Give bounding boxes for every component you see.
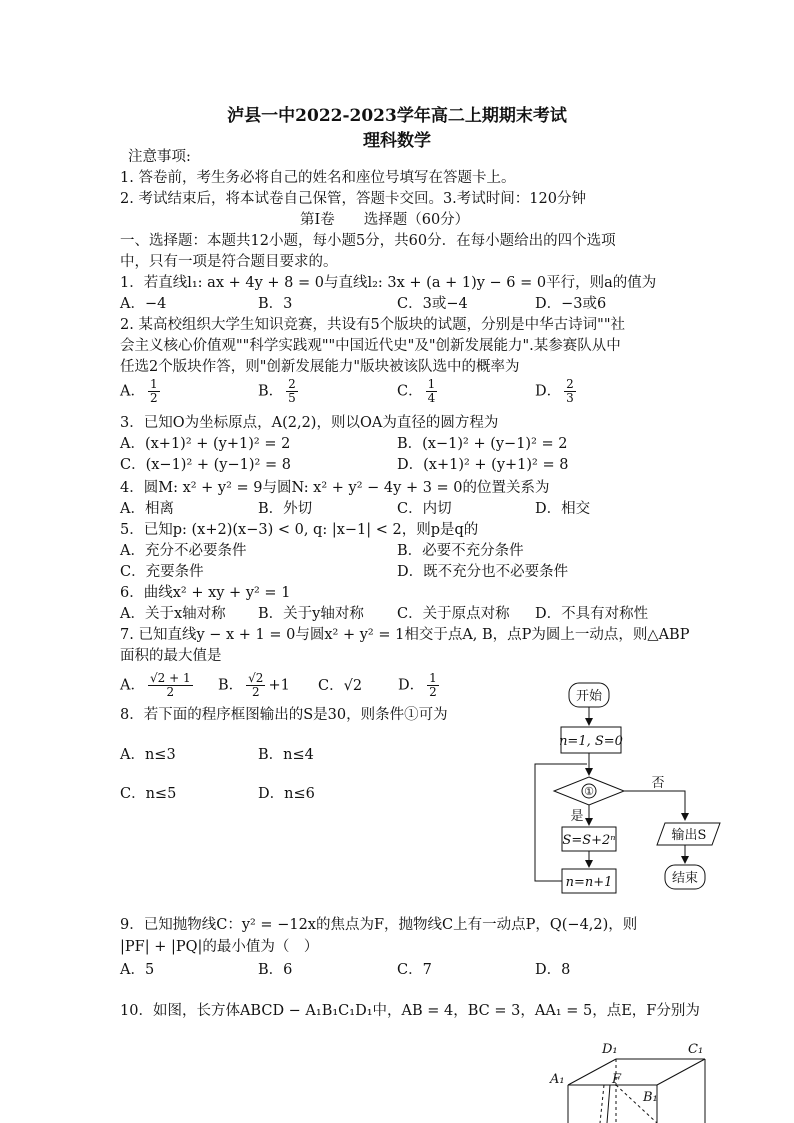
note-2: 2. 考试结束后，将本试卷自己保管，答题卡交回。3.考试时间：120分钟	[120, 191, 586, 207]
q4-option-c: C．内切	[397, 501, 452, 517]
flow-yes-label: 是	[570, 809, 584, 824]
q1-option-d: D．−3或6	[535, 296, 607, 312]
q7-option-b: B． $\frac{√2}{2}$ +1	[218, 671, 290, 699]
q5-stem: 5．已知p: (x+2)(x−3) < 0, q: |x−1| < 2，则p是q的	[120, 522, 479, 538]
flowchart-diagram	[525, 680, 730, 910]
note-1: 1. 答卷前，考生务必将自己的姓名和座位号填写在答题卡上。	[120, 170, 516, 186]
q4-option-d: D．相交	[535, 501, 591, 517]
q5-option-d: D．既不充分也不必要条件	[397, 564, 569, 580]
q7-line1: 7. 已知直线y − x + 1 = 0与圆x² + y² = 1相交于点A, B，点P为圆上一动点，则△ABP	[120, 627, 690, 643]
section-intro-line1: 一、选择题：本题共12小题，每小题5分，共60分．在每小题给出的四个选项	[120, 233, 616, 249]
q4-option-b: B．外切	[258, 501, 313, 517]
q9-option-a: A．5	[120, 962, 155, 978]
q5-option-a: A．充分不必要条件	[120, 543, 247, 559]
q2-line1: 2. 某高校组织大学生知识竞赛，共设有5个版块的试题，分别是中华古诗词""社	[120, 317, 626, 333]
flow-no-label: 否	[651, 776, 665, 791]
q6-option-b: B．关于y轴对称	[258, 606, 364, 622]
q7-option-c: C．√2	[318, 678, 363, 694]
q9-line1: 9．已知抛物线C：y² = −12x的焦点为F，抛物线C上有一动点P，Q(−4,2)，则	[120, 917, 638, 933]
exam-subtitle: 理科数学	[363, 131, 431, 151]
q5-option-b: B．必要不充分条件	[397, 543, 524, 559]
q10-stem: 10．如图，长方体ABCD − A₁B₁C₁D₁中，AB = 4，BC = 3，AA₁ = 5，点E，F分别为	[120, 1003, 700, 1019]
flow-end-label: 结束	[671, 871, 699, 886]
q1-option-a: A．−4	[120, 296, 167, 312]
q2-line2: 会主义核心价值观""科学实践观""中国近代史"及"创新发展能力".某参赛队从中	[120, 338, 621, 354]
q2-option-a: A． $\frac{1}{2}$	[120, 377, 158, 405]
q8-option-c: C．n≤5	[120, 786, 177, 802]
flow-init-label: n=1, S=0	[559, 734, 623, 749]
cuboid-label-a1: A₁	[550, 1072, 565, 1087]
q5-option-c: C．充要条件	[120, 564, 204, 580]
q6-option-d: D．不具有对称性	[535, 606, 649, 622]
flow-condition-label: ①	[584, 785, 594, 798]
cuboid-label-d1: D₁	[602, 1042, 618, 1057]
q1-stem: 1．若直线l₁: ax + 4y + 8 = 0与直线l₂: 3x + (a + 1)y − 6 = 0平行，则a的值为	[120, 275, 657, 291]
notes-heading: 注意事项:	[128, 149, 191, 165]
flow-update-n-label: n=n+1	[565, 875, 613, 890]
q7-line2: 面积的最大值是	[120, 648, 222, 664]
cuboid-figure	[540, 1035, 720, 1123]
q3-option-d: D．(x+1)² + (y+1)² = 8	[397, 457, 569, 473]
q1-option-b: B．3	[258, 296, 293, 312]
q3-option-b: B．(x−1)² + (y−1)² = 2	[397, 436, 568, 452]
q2-option-d: D． $\frac{2}{3}$	[535, 377, 574, 405]
cuboid-label-f: F	[612, 1072, 622, 1087]
q4-option-a: A．相离	[120, 501, 174, 517]
q3-option-a: A．(x+1)² + (y+1)² = 2	[120, 436, 291, 452]
cuboid-label-c1: C₁	[688, 1042, 704, 1057]
section-heading: 第I卷 选择题（60分）	[300, 212, 470, 228]
q7-option-d: D． $\frac{1}{2}$	[398, 671, 437, 699]
q7-option-a: A． $\frac{√2 + 1}{2}$	[120, 671, 191, 699]
q6-stem: 6．曲线x² + xy + y² = 1	[120, 585, 291, 601]
section-intro-line2: 中，只有一项是符合题目要求的。	[120, 254, 338, 270]
q6-option-c: C．关于原点对称	[397, 606, 510, 622]
q1-option-c: C．3或−4	[397, 296, 468, 312]
cuboid-label-b1: B₁	[643, 1090, 658, 1105]
q2-line3: 任选2个版块作答，则"创新发展能力"版块被该队选中的概率为	[120, 359, 520, 375]
flow-update-s-label: S=S+2ⁿ	[562, 833, 616, 848]
flow-start-label: 开始	[575, 689, 603, 704]
q4-stem: 4．圆M: x² + y² = 9与圆N: x² + y² − 4y + 3 = 0的位置关系为	[120, 480, 550, 496]
q3-stem: 3．已知O为坐标原点，A(2,2)，则以OA为直径的圆方程为	[120, 415, 499, 431]
q2-option-c: C． $\frac{1}{4}$	[397, 377, 436, 405]
q8-option-d: D．n≤6	[258, 786, 315, 802]
q9-option-c: C．7	[397, 962, 432, 978]
q8-option-b: B．n≤4	[258, 747, 314, 763]
q6-option-a: A．关于x轴对称	[120, 606, 226, 622]
q9-option-d: D．8	[535, 962, 571, 978]
q3-option-c: C．(x−1)² + (y−1)² = 8	[120, 457, 291, 473]
q2-option-b: B． $\frac{2}{5}$	[258, 377, 296, 405]
q8-stem: 8．若下面的程序框图输出的S是30，则条件①可为	[120, 707, 448, 723]
exam-title: 泸县一中2022-2023学年高二上期期末考试	[227, 106, 567, 126]
q9-line2: |PF| + |PQ|的最小值为（ ）	[120, 939, 319, 955]
q8-option-a: A．n≤3	[120, 747, 176, 763]
q9-option-b: B．6	[258, 962, 293, 978]
flow-output-label: 输出S	[671, 828, 707, 843]
